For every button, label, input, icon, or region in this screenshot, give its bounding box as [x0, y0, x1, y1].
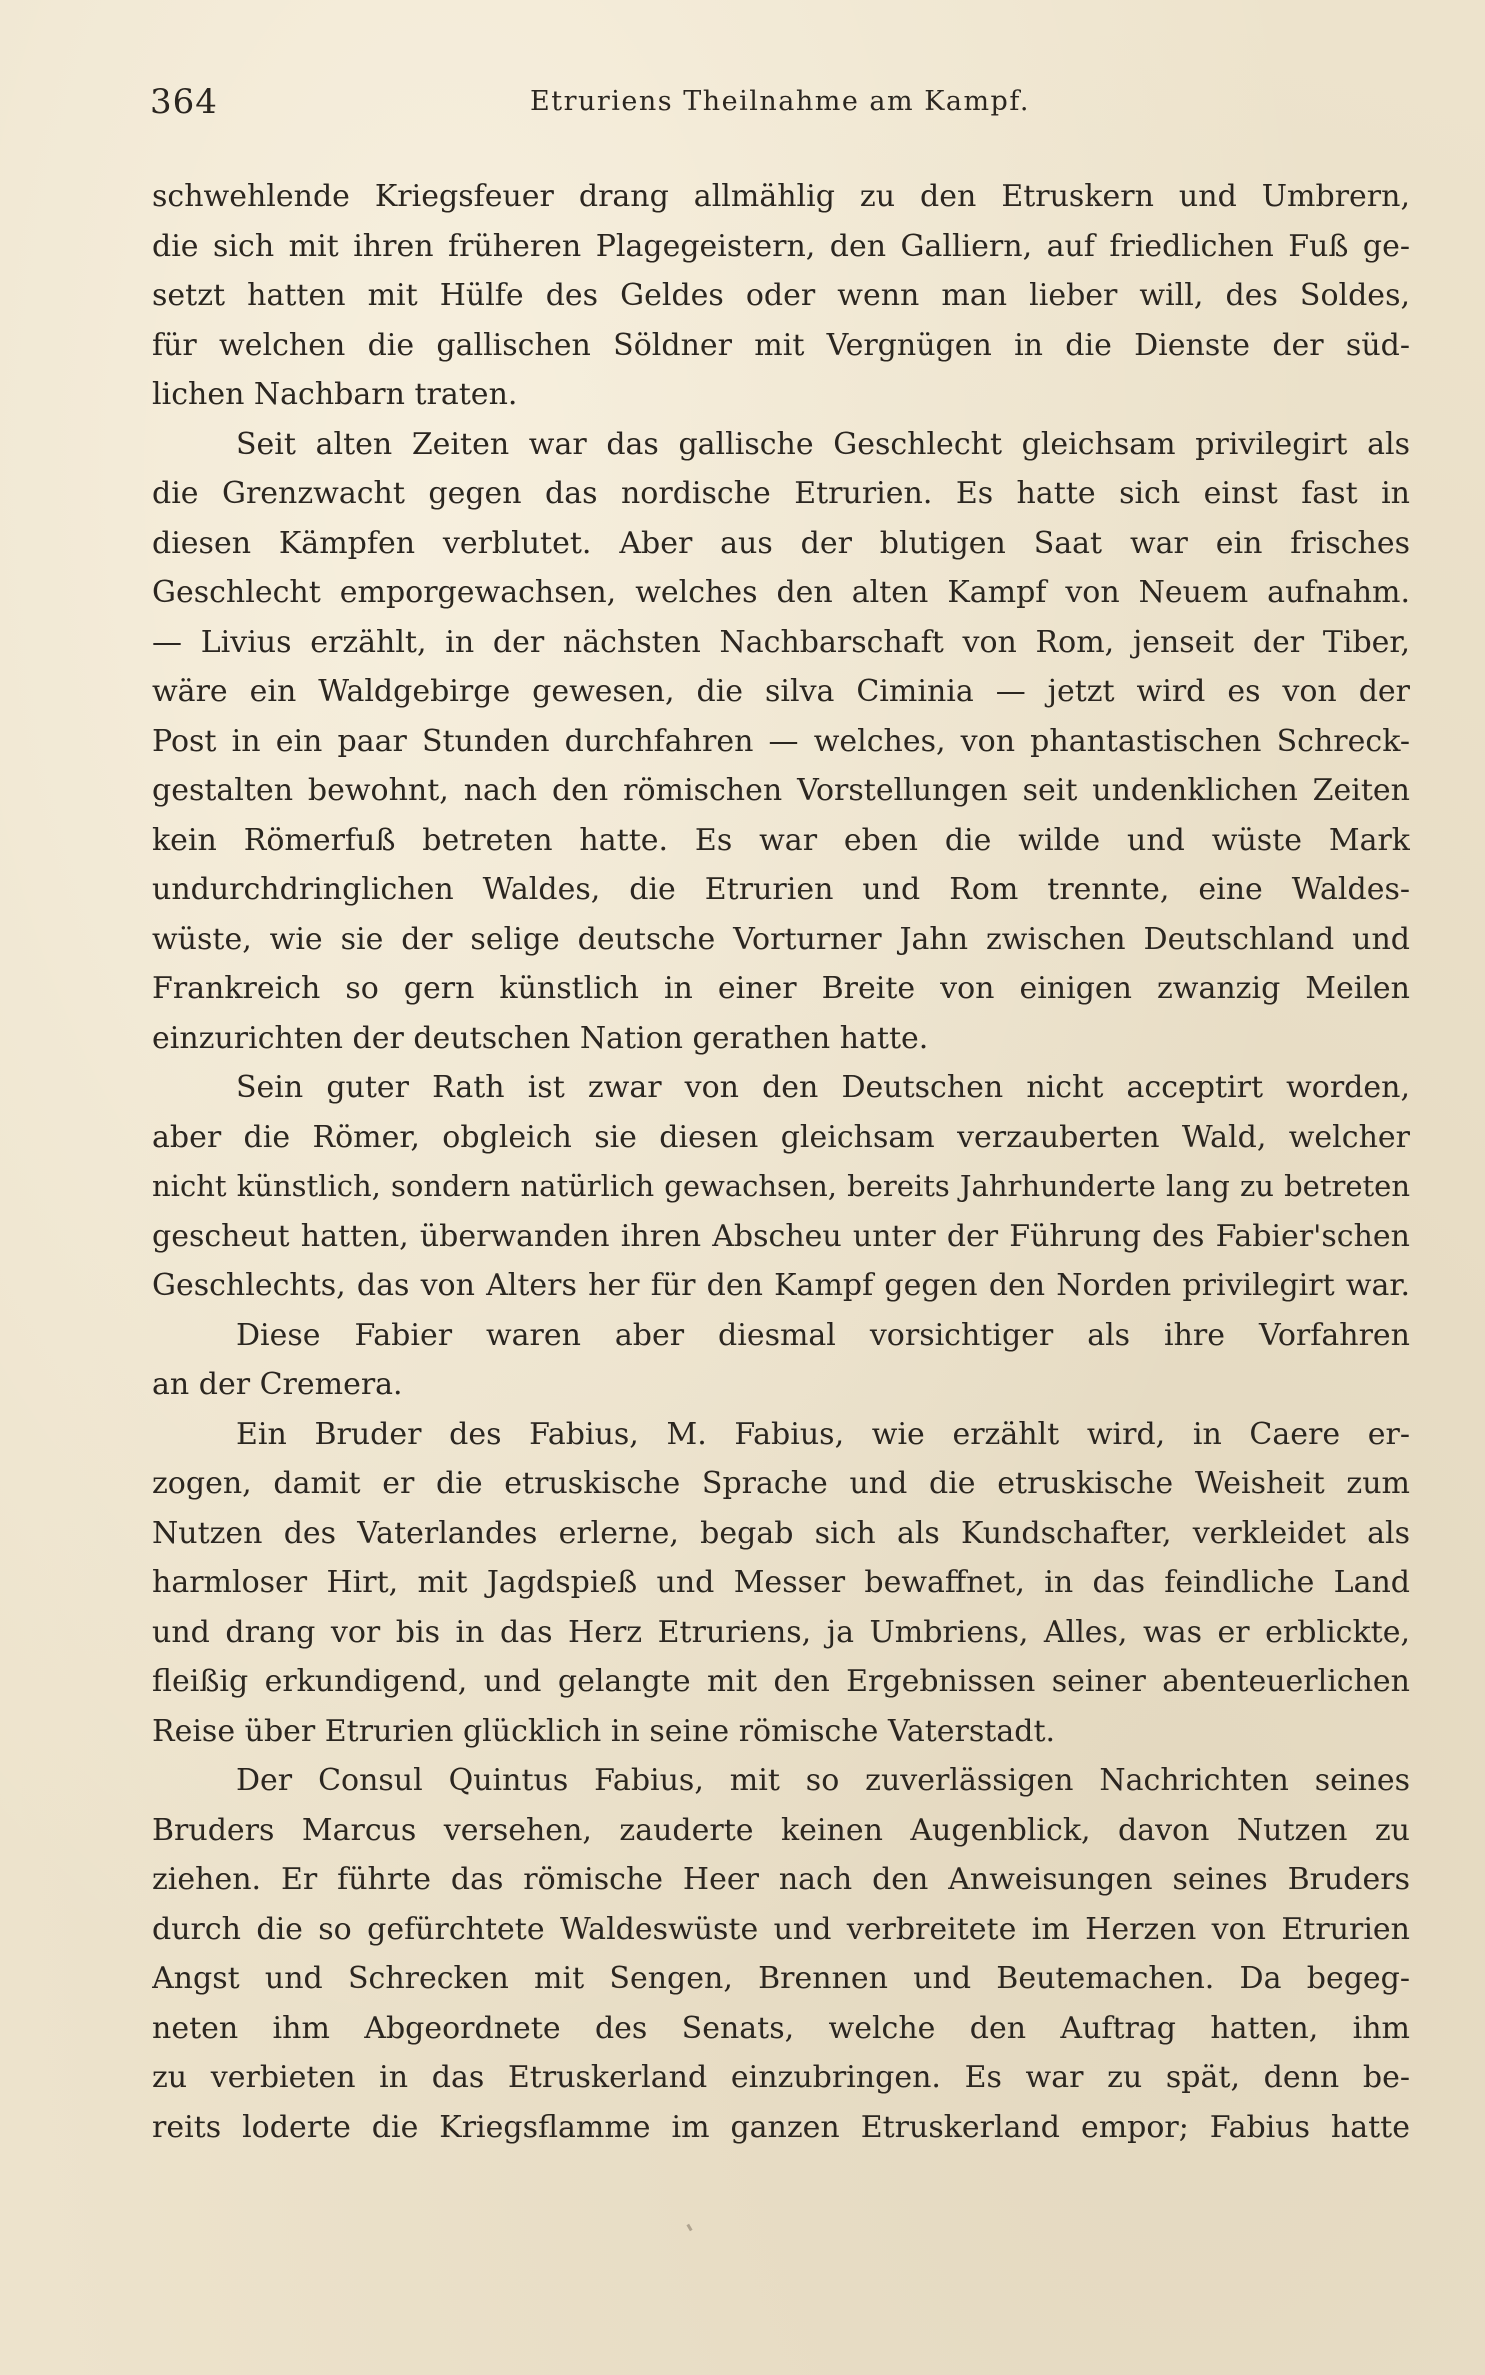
- body-text: [152, 172, 1410, 2152]
- text-line: Angst und Schrecken mit Sengen, Brennen und Beutemachen. Da begeg-: [152, 1961, 1410, 1996]
- text-line: nicht künstlich, sondern natürlich gewachsen, bereits Jahrhunderte lang zu betreten: [152, 1169, 1410, 1203]
- text-line: reits loderte die Kriegsflamme im ganzen Etruskerland empor; Fabius hatte: [152, 2109, 1410, 2145]
- text-line: zu verbieten in das Etruskerland einzubringen. Es war zu spät, denn be-: [152, 2060, 1410, 2095]
- text-line: diesen Kämpfen verblutet. Aber aus der blutigen Saat war ein frisches: [152, 525, 1410, 561]
- text-line: schwehlende Kriegsfeuer drang allmählig zu den Etruskern und Umbrern,: [152, 179, 1410, 214]
- text-line: Geschlecht emporgewachsen, welches den alten Kampf von Neuem aufnahm.: [152, 575, 1410, 610]
- text-line: neten ihm Abgeordnete des Senats, welche den Auftrag hatten, ihm: [152, 2010, 1410, 2046]
- text-line: Diese Fabier waren aber diesmal vorsichtiger als ihre Vorfahren: [236, 1317, 1410, 1353]
- text-line: Frankreich so gern künstlich in einer Breite von einigen zwanzig Meilen: [152, 971, 1410, 1006]
- text-line: harmloser Hirt, mit Jagdspieß und Messer bewaffnet, in das feindliche Land: [152, 1565, 1410, 1600]
- text-line: die Grenzwacht gegen das nordische Etrurien. Es hatte sich einst fast in: [152, 476, 1410, 511]
- text-line: zogen, damit er die etruskische Sprache und die etruskische Weisheit zum: [152, 1466, 1410, 1501]
- text-line: Reise über Etrurien glücklich in seine römische Vaterstadt.: [152, 1713, 1056, 1749]
- text-line: an der Cremera.: [152, 1367, 403, 1402]
- text-line: für welchen die gallischen Söldner mit Vergnügen in die Dienste der süd-: [152, 327, 1410, 363]
- text-line: gescheut hatten, überwanden ihren Abscheu unter der Führung des Fabier'schen: [152, 1218, 1410, 1254]
- text-line: wüste, wie sie der selige deutsche Vorturner Jahn zwischen Deutschland und: [152, 921, 1410, 957]
- text-line: Seit alten Zeiten war das gallische Geschlecht gleichsam privilegirt als: [236, 426, 1410, 462]
- text-line: fleißig erkundigend, und gelangte mit den Ergebnissen seiner abenteuerlichen: [152, 1664, 1410, 1699]
- text-line: gestalten bewohnt, nach den römischen Vorstellungen seit undenklichen Zeiten: [152, 773, 1410, 808]
- text-line: einzurichten der deutschen Nation gerathen hatte.: [152, 1020, 929, 1056]
- text-line: Der Consul Quintus Fabius, mit so zuverlässigen Nachrichten seines: [236, 1763, 1410, 1798]
- text-line: Nutzen des Vaterlandes erlerne, begab sich als Kundschafter, verkleidet als: [152, 1515, 1410, 1551]
- text-line: Geschlechts, das von Alters her für den Kampf gegen den Norden privilegirt war.: [152, 1268, 1410, 1303]
- paper-speck: [686, 2224, 692, 2232]
- text-line: Bruders Marcus versehen, zauderte keinen Augenblick, davon Nutzen zu: [152, 1812, 1410, 1848]
- text-line: — Livius erzählt, in der nächsten Nachbarschaft von Rom, jenseit der Tiber,: [152, 624, 1410, 660]
- text-line: wäre ein Waldgebirge gewesen, die silva Ciminia — jetzt wird es von der: [152, 674, 1410, 709]
- text-line: Sein guter Rath ist zwar von den Deutschen nicht acceptirt worden,: [236, 1070, 1410, 1105]
- running-title: Etruriens Theilnahme am Kampf.: [530, 86, 1030, 117]
- text-line: und drang vor bis in das Herz Etruriens, ja Umbriens, Alles, was er erblickte,: [152, 1614, 1410, 1650]
- text-line: kein Römerfuß betreten hatte. Es war eben die wilde und wüste Mark: [152, 822, 1410, 858]
- text-line: durch die so gefürchtete Waldeswüste und verbreitete im Herzen von Etrurien: [152, 1911, 1410, 1947]
- text-line: aber die Römer, obgleich sie diesen gleichsam verzauberten Wald, welcher: [152, 1119, 1410, 1155]
- text-line: Ein Bruder des Fabius, M. Fabius, wie erzählt wird, in Caere er-: [236, 1416, 1410, 1452]
- text-line: die sich mit ihren früheren Plagegeistern, den Galliern, auf friedlichen Fuß ge-: [152, 228, 1410, 264]
- text-line: ziehen. Er führte das römische Heer nach den Anweisungen seines Bruders: [152, 1862, 1410, 1897]
- text-line: setzt hatten mit Hülfe des Geldes oder wenn man lieber will, des Soldes,: [152, 278, 1410, 313]
- text-line: undurchdringlichen Waldes, die Etrurien und Rom trennte, eine Waldes-: [152, 872, 1410, 907]
- page-header: [150, 82, 1410, 132]
- text-line: lichen Nachbarn traten.: [152, 377, 518, 412]
- page-number: 364: [150, 82, 218, 122]
- text-line: Post in ein paar Stunden durchfahren — welches, von phantastischen Schreck-: [152, 723, 1410, 759]
